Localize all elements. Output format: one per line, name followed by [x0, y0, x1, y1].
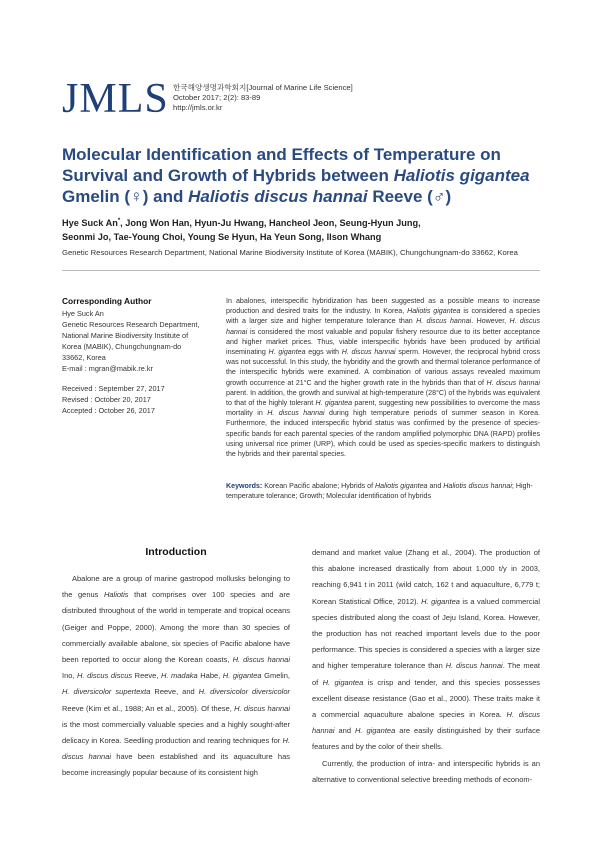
author-list — [62, 214, 542, 244]
corresponding-author-box — [62, 296, 222, 416]
corr-line: 33662, Korea — [62, 353, 106, 362]
title-species: Haliotis discus hannai — [188, 187, 368, 206]
paragraph: Abalone are a group of marine gastropod mollusks belonging to the genus Haliotis that comprises over 100 species and are distributed throughout of the world in temperate and tropical oceans (Geiger and Poppe, 2000). Among the more than 30 species of commercially available abalone, six species of Pacific abalone have been reported to occur along the Korean coasts, H. discus hannai Ino, H. discus discus Reeve, H. madaka Habe, H. gigantea Gmelin, H. diversicolor supertexta Reeve, and H. diversicolor diversicolor Reeve (Kim et al., 1988; An et al., 2005). Of these, H. discus hannai is the most commercially valuable species and a highly sought-after delicacy in Korea. Seedling production and rearing techniques for H. discus hannai have been established and its aquaculture has become increasingly popular because of its consistent high — [62, 574, 291, 778]
affiliation: Genetic Resources Research Department, National Marine Biodiversity Institute of Korea (MABIK), Chungchungnam-do 33662, Korea — [62, 248, 518, 257]
keywords-label: Keywords: — [226, 482, 263, 490]
paragraph: demand and market value (Zhang et al., 2004). The production of this abalone increased drastically from about 1,000 t/y in 2003, reaching 6,941 t in 2011 (wild catch, 162 t and aquaculture, 6,779 t; Korean Statistical Office, 2012). H. gigantea is a valued commercial species distributed along the coast of Jeju Island, Korea. However, the production has not reached important levels due to the poor performance. This species is considered a species with a larger size and higher temperature tolerance than H. discus hannai. The meat of H. gigantea is crisp and tender, and this species possesses excellent disease resistance (Gao et al., 2000). These traits make it a commercial aquaculture abalone species in Korea. H. discus hannai and H. gigantea are easily distinguished by their surface features and by the color of their shells. — [312, 548, 541, 752]
corr-line: Hye Suck An — [62, 309, 104, 318]
body-column-right — [312, 545, 540, 788]
journal-meta — [173, 83, 353, 113]
keywords: Keywords: Korean Pacific abalone; Hybrids of Haliotis gigantea and Haliotis discus hannai; High-temperature tolerance; Growth; Molecular identification of hybrids — [226, 482, 533, 501]
corresponding-mark: * — [117, 218, 121, 224]
journal-name: 한국해양생명과학회지[Journal of Marine Life Science] — [173, 83, 353, 92]
paragraph: Currently, the production of intra- and interspecific hybrids is an alternative to conventional selective breeding methods of econom- — [312, 758, 540, 784]
received-date: Received : September 27, 2017 — [62, 384, 165, 393]
divider — [62, 270, 540, 271]
body-column-left — [62, 571, 290, 782]
journal-issue: October 2017; 2(2): 83-89 — [173, 93, 261, 102]
journal-url[interactable]: http://jmls.or.kr — [173, 103, 223, 112]
title-species: Haliotis gigantea — [393, 166, 530, 185]
title-text: Gmelin (♀) and — [62, 187, 189, 206]
corr-email[interactable]: E-mail : mgran@mabik.re.kr — [62, 364, 153, 373]
author-name: Hye Suck An — [62, 218, 118, 229]
journal-logo: JMLS — [62, 76, 169, 122]
abstract: In abalones, interspecific hybridization has been suggested as a possible means to increase production and desired traits for the industry. In Korea, Haliotis gigantea is considered a species with a larger size and higher temperature tolerance than H. discus hannai. However, H. discus hannai is considered the most valuable and popular fishery resource due to its better acceptance and higher market prices. Thus, viable interspecific hybrids have been produced by artificial inseminating H. gigantea eggs with H. discus hannai sperm. However, the reciprocal hybrid cross was not successful. In this study, the hybridity and the growth and thermal tolerance performance of the interspecific hybrids were examined. A combination of various assays revealed maximum growth occurrence at 21°C and the higher growth rate in the hybrids than that of H. discus hannai parent. In addition, the growth and survival at high-temperature (28°C) of the hybrids was equivalent to that of the highly tolerant H. gigantea parent, suggesting new possibilities to overcome the mass mortality in H. discus hannai during high temperature periods of summer season in Korea. Furthermore, the induced interspecific hybrid status was confirmed by the presence of species-specific bands for each parental species of the random amplified polymorphic DNA (RAPD) profiles using universal rice primer (URP), which could be used as species-specific markers to distinguish the hybrids and their parental species. — [226, 297, 541, 459]
corr-line: Korea (MABIK), Chungchungnam-do — [62, 342, 182, 351]
corresponding-heading: Corresponding Author — [62, 296, 152, 306]
section-heading-introduction: Introduction — [145, 546, 207, 558]
author-names: Seonmi Jo, Tae-Young Choi, Young Se Hyun, Ha Yeun Song, Ilson Whang — [62, 232, 382, 243]
corr-line: Genetic Resources Research Department, — [62, 320, 200, 329]
accepted-date: Accepted : October 26, 2017 — [62, 406, 155, 415]
paper-title — [62, 144, 542, 207]
revised-date: Revised : October 20, 2017 — [62, 395, 151, 404]
author-names: , Jong Won Han, Hyun-Ju Hwang, Hancheol Jeon, Seung-Hyun Jung, — [120, 218, 421, 229]
title-text: Molecular Identification and Effects of Temperature on Survival and Growth of Hybrids between — [62, 145, 501, 185]
corr-line: National Marine Biodiversity Institute of — [62, 331, 189, 340]
title-text: Reeve (♂) — [367, 187, 452, 206]
